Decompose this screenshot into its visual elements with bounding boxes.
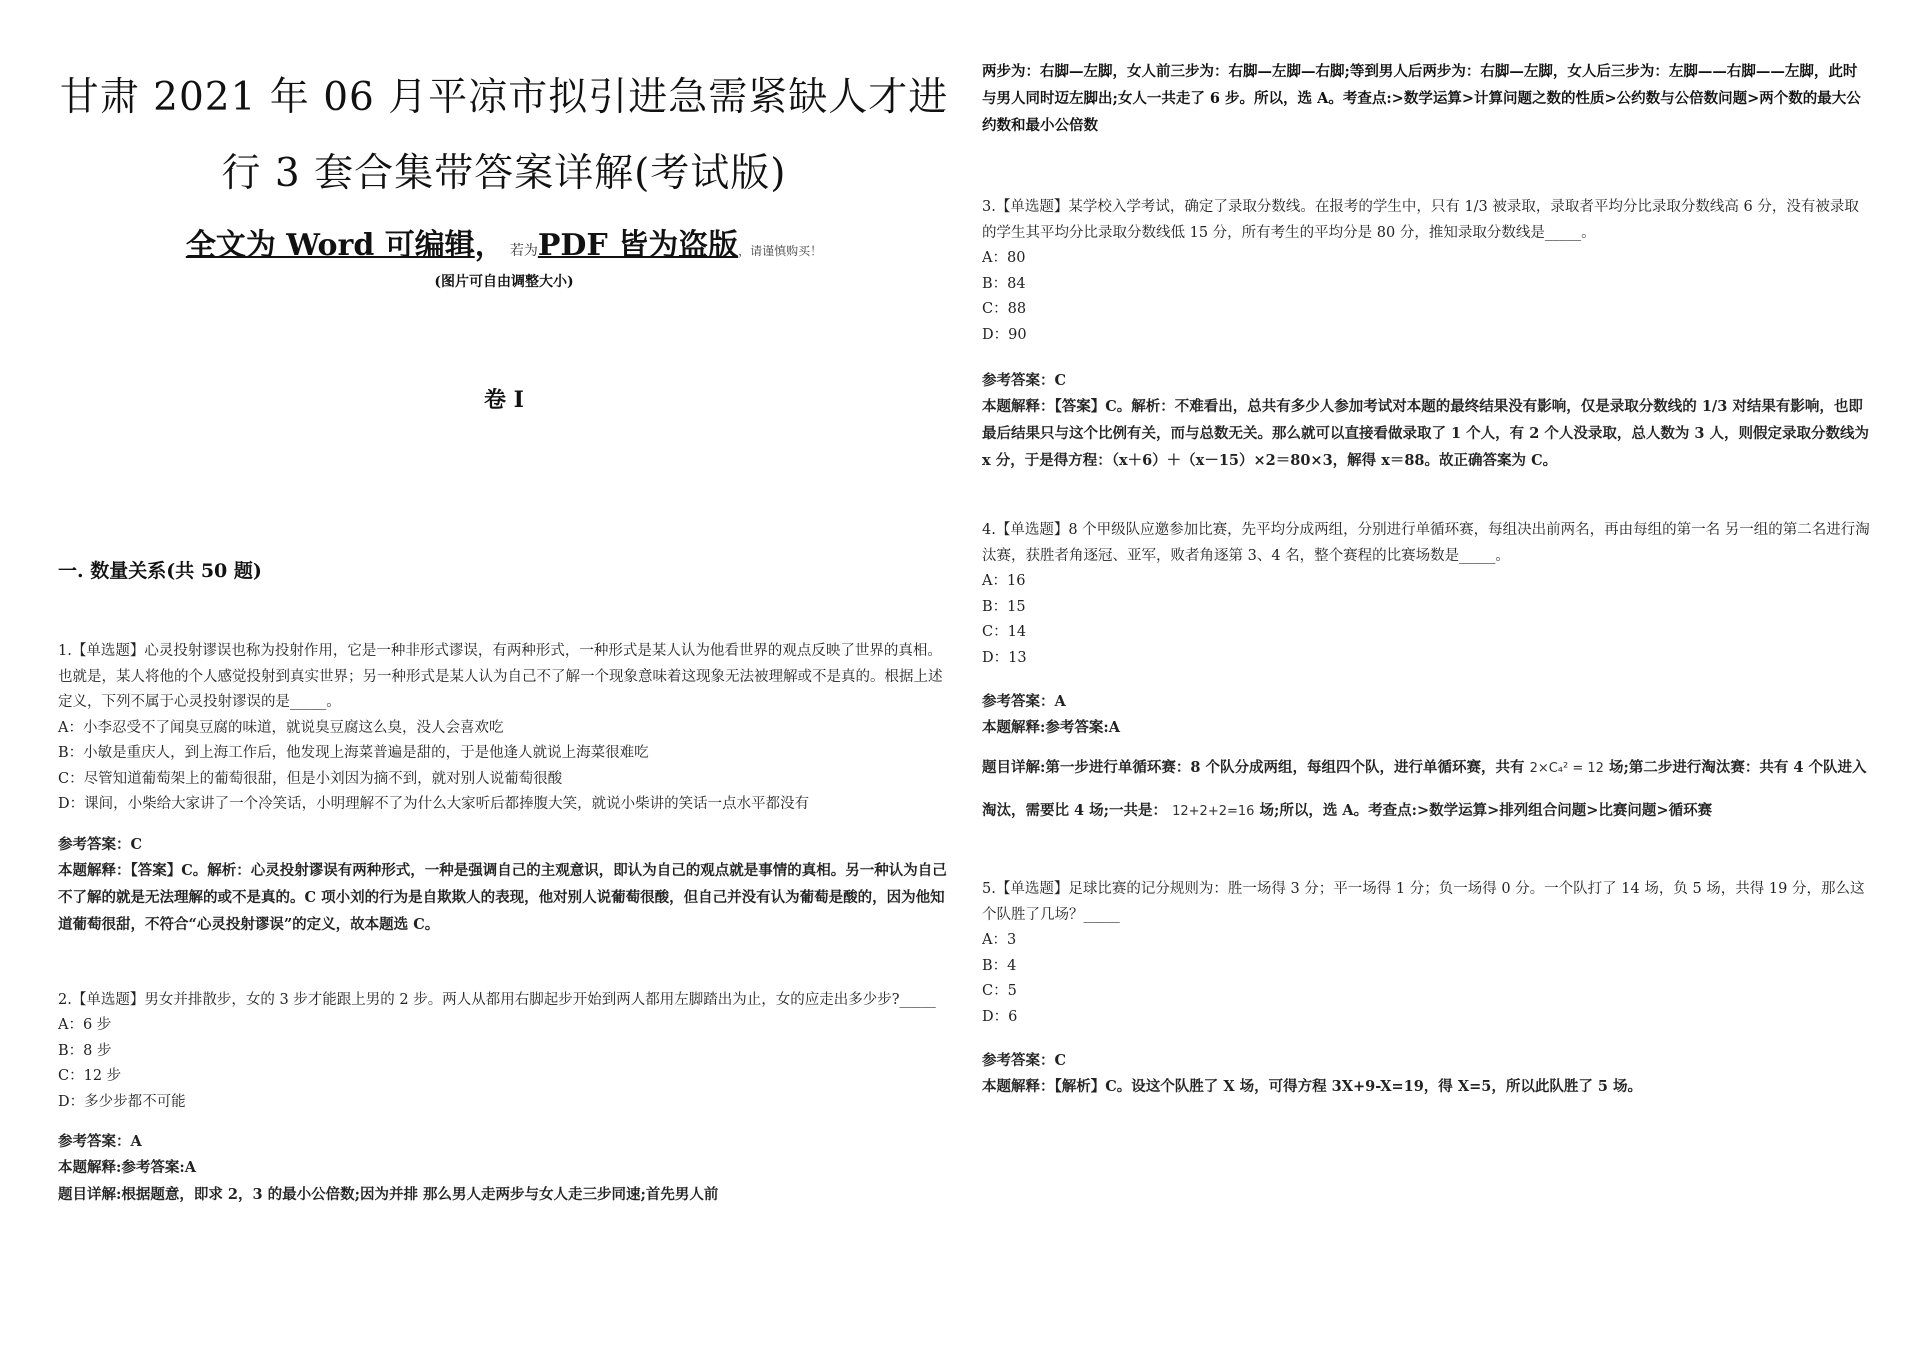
explanation-detail: 题目详解:根据题意，即求 2，3 的最小公倍数;因为并排 那么男人走两步与女人走三步同速;首先男人前 (58, 1186, 719, 1203)
question-stem: 3.【单选题】某学校入学考试，确定了录取分数线。在报考的学生中，只有 1/3 被录取，录取者平均分比录取分数线高 6 分，没有被录取的学生其平均分比录取分数线低 15 分，所有考生的平均分是 80 分，推知录取分数线是_____。 (982, 199, 1859, 241)
promo-warning: ，请谨慎购买！ (738, 244, 823, 258)
explanation: 本题解释:参考答案:A (982, 719, 1120, 736)
option-d: D：6 (982, 1008, 1018, 1025)
promo-comma: ， (474, 228, 505, 263)
option-b: B：15 (982, 598, 1026, 615)
option-b: B：8 步 (58, 1042, 112, 1059)
question-stem: 4.【单选题】8 个甲级队应邀参加比赛，先平均分成两组，分别进行单循环赛，每组决出前两名，再由每组的第一名 另一组的第二名进行淘汰赛，获胜者角逐冠、亚军，败者角逐第 3、4 名，整个赛程的比赛场数是_____。 (982, 522, 1870, 564)
answer-label: 参考答案：C (982, 1052, 1067, 1069)
promo-if: 若为 (509, 243, 538, 259)
resize-hint: (图片可自由调整大小) (434, 274, 574, 290)
question-3 (982, 195, 1870, 474)
right-column (982, 58, 1870, 1100)
option-c: C：5 (982, 983, 1017, 999)
answer-label: 参考答案：A (58, 1133, 142, 1150)
detail-part-1: 题目详解:第一步进行单循环赛：8 个队分成两组，每组四个队，进行单循环赛，共有 (982, 759, 1525, 776)
explanation-detail-continued: 两步为：右脚—左脚，女人前三步为：右脚—左脚—右脚;等到男人后两步为：右脚—左脚，女人后三步为：左脚——右脚——左脚，此时与男人同时迈左脚出;女人一共走了 6 步。所以，选 A。考查点:>数学运算>计算问题之数的性质>公约数与公倍数问题>两个数的最大公约数和最小公倍数 (982, 63, 1861, 134)
question-stem: 1.【单选题】心灵投射谬误也称为投射作用，它是一种非形式谬误，有两种形式，一种形式是某人认为他看世界的观点反映了世界的真相。也就是，某人将他的个人感觉投射到真实世界；另一种形式是某人认为自己不了解一个现象意味着这现象无法被理解或不是真的。根据上述定义，下列不属于心灵投射谬误的是_____。 (58, 643, 943, 710)
answer-label: 参考答案：C (58, 835, 143, 853)
option-b: B：4 (982, 957, 1017, 974)
promo-editable: 全文为 Word 可编辑 (185, 228, 475, 263)
title-line-2: 行 3 套合集带答案详解(考试版) (221, 151, 787, 196)
combination-formula: 2×C₄² = 12 (1529, 761, 1604, 776)
promo-line (58, 226, 950, 271)
option-c: C：12 步 (58, 1068, 122, 1084)
left-column (58, 0, 950, 1208)
question-stem: 2.【单选题】男女并排散步，女的 3 步才能跟上男的 2 步。两人从都用右脚起步开始到两人都用左脚踏出为止，女的应走出多少步?_____ (58, 991, 936, 1008)
option-a: A：80 (982, 250, 1026, 266)
answer-label: 参考答案：C (982, 372, 1067, 389)
promo-pirate: PDF 皆为盗版 (537, 228, 739, 263)
option-b: B：小敏是重庆人，到上海工作后，他发现上海菜普遍是甜的，于是他逢人就说上海菜很难吃 (58, 745, 649, 761)
option-d: D：课间，小柴给大家讲了一个冷笑话，小明理解不了为什么大家听后都捧腹大笑，就说小柴讲的笑话一点水平都没有 (58, 796, 810, 812)
detail-part-2: 场;第二步进行淘汰赛：共有 4 个队进入淘汰，需要比 4 场;一共是： (982, 759, 1867, 819)
document-title (58, 0, 950, 212)
option-d: D：多少步都不可能 (58, 1093, 186, 1110)
option-a: A：3 (982, 932, 1017, 948)
option-c: C：尽管知道葡萄架上的葡萄很甜，但是小刘因为摘不到，就对别人说葡萄很酸 (58, 770, 563, 787)
option-c: C：88 (982, 301, 1027, 317)
option-a: A：6 步 (58, 1017, 112, 1033)
option-d: D：90 (982, 326, 1027, 343)
option-c: C：14 (982, 624, 1027, 640)
question-1 (58, 639, 950, 938)
title-line-1: 甘肃 2021 年 06 月平凉市拟引进急需紧缺人才进 (59, 75, 949, 120)
question-4 (982, 518, 1870, 833)
section-heading: 一. 数量关系(共 50 题) (58, 560, 262, 582)
option-b: B：84 (982, 275, 1026, 292)
question-5 (982, 877, 1870, 1100)
question-stem: 5.【单选题】足球比赛的记分规则为：胜一场得 3 分；平一场得 1 分；负一场得 0 分。一个队打了 14 场，负 5 场，共得 19 分，那么这个队胜了几场？_____ (982, 881, 1865, 923)
detail-part-3: 场;所以，选 A。考查点:>数学运算>排列组合问题>比赛问题>循环赛 (1259, 802, 1713, 819)
question-2 (58, 988, 950, 1209)
answer-label: 参考答案：A (982, 693, 1066, 710)
explanation: 本题解释：【答案】C。解析：不难看出，总共有多少人参加考试对本题的最终结果没有影响，仅是录取分数线的 1/3 对结果有影响，也即最后结果只与这个比例有关，而与总数无关。那么就可以直接看做录取了 1 个人，有 2 个人没录取，总人数为 3 人，则假定录取分数线为 x 分，于是得方程：（x＋6）＋（x－15）×2＝80×3，解得 x＝88。故正确答案为 C。 (982, 398, 1870, 469)
explanation: 本题解释：【答案】C。解析：心灵投射谬误有两种形式，一种是强调自己的主观意识，即认为自己的观点就是事情的真相。另一种认为自己不了解的就是无法理解的或不是真的。C 项小刘的行为是自欺欺人的表现，他对别人说葡萄很酸，但自己并没有认为葡萄是酸的，因为他知道葡萄很甜，不符合“心灵投射谬误”的定义，故本题选 C。 (58, 861, 947, 933)
volume-heading: 卷 I (484, 387, 524, 413)
option-d: D：13 (982, 649, 1027, 666)
explanation: 本题解释:参考答案:A (58, 1159, 196, 1176)
option-a: A：16 (982, 573, 1026, 589)
explanation-detail (982, 747, 1870, 833)
sum-formula: 12+2+2=16 (1172, 804, 1255, 819)
explanation: 本题解释：【解析】C。设这个队胜了 X 场，可得方程 3X+9-X=19，得 X=5，所以此队胜了 5 场。 (982, 1078, 1643, 1095)
option-a: A：小李忍受不了闻臭豆腐的味道，就说臭豆腐这么臭，没人会喜欢吃 (58, 719, 504, 736)
